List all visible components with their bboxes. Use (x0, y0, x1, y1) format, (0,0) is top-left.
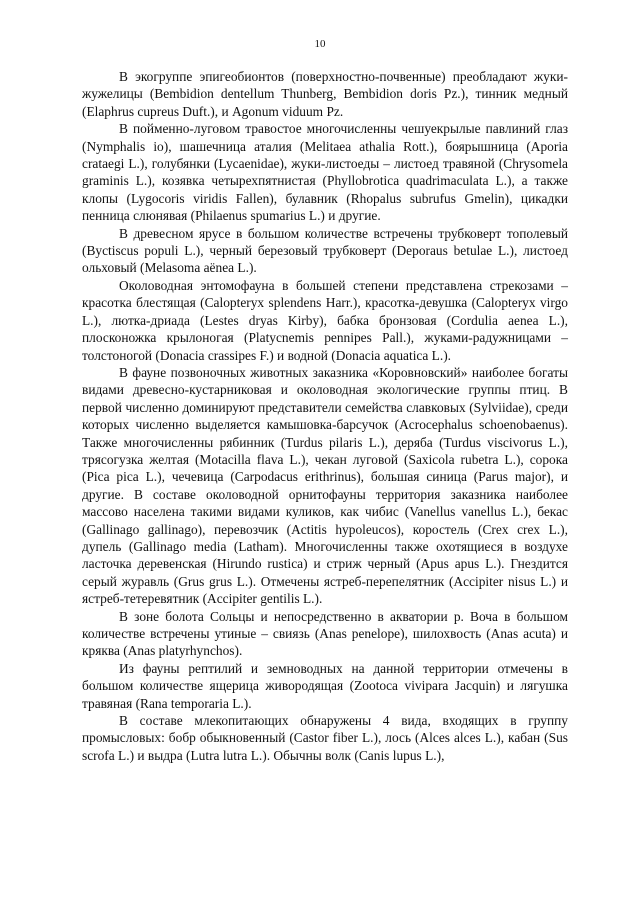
paragraph-vertebrates-birds: В фауне позвоночных животных заказника «Коровновский» наиболее богаты видами древесно-кустарниковая и околоводная экологические группы птиц. В первой численно доминируют представители семейства славковых (Sylviidae), среди которых численно выделяется камышовка-барсучок (Acrocephalus schoenobaenus). Также многочисленны рябинник (Turdus pilaris L.), деряба (Turdus viscivorus L.), трясогузка желтая (Motacilla flava L.), чекан луговой (Saxicola rubetra L.), сорока (Pica pica L.), чечевица (Carpodacus erithrinus), большая синица (Parus major), и другие. В составе околоводной орнитофауны территория заказника наиболее массово населена такими видами куликов, как чибис (Vanellus vanellus L.), бекас (Gallinago gallinago), перевозчик (Actitis hypoleucos), коростель (Crex crex L.), дупель (Gallinago media (Latham). Многочисленны также охотящиеся в воздухе ласточка деревенская (Hirundo rustica) и стриж черный (Apus apus L.). Гнездится серый журавль (Grus grus L.). Отмечены ястреб-перепелятник (Accipiter nisus L.) и ястреб-тетеревятник (Accipiter gentilis L.). (82, 364, 568, 607)
paragraph-tree-layer: В древесном ярусе в большом количестве встречены трубковерт тополевый (Byctiscus populi L.), черный березовый трубковерт (Deporaus betulae L.), листоед ольховый (Melasoma aënea L.). (82, 225, 568, 276)
paragraph-meadow-insects: В пойменно-луговом травостое многочисленны чешуекрылые павлиний глаз (Nymphalis io), шашечница аталия (Melitaea athalia Rott.), боярышница (Aporia crataegi L.), голубянки (Lycaenidae), жуки-листоеды – листоед травяной (Chrysomela graminis L.), козявка четырехпятнистая (Phyllobrotica quadrimaculata L.), а также клопы (Lygocoris viridis Fallen), булавник (Rhopalus subrufus Gmelin), цикадки пенница слюнявая (Philaenus spumarius L.) и другие. (82, 121, 568, 224)
paragraph-aquatic-entomofauna: Околоводная энтомофауна в большей степени представлена стрекозами – красотка блестящая (Calopteryx splendens Harr.), красотка-девушка (Calopteryx virgo L.), лютка-дриада (Lestes dryas Kirby), бабка бронзовая (Cordulia aenea L.), плосконожка крылоногая (Platycnemis pennipes Pall.), жуками-радужницами – толстоногой (Donacia crassipes F.) и водной (Donacia aquatica L.). (82, 277, 568, 363)
page-number: 10 (314, 38, 326, 50)
paragraph-mammals: В составе млекопитающих обнаружены 4 вида, входящих в группу промысловых: бобр обыкновенный (Castor fiber L.), лось (Alces alces L.), кабан (Sus scrofa L.) и выдра (Lutra lutra L.). Обычны волк (Canis lupus L.), (82, 713, 568, 763)
paragraph-wetland-ducks: В зоне болота Сольцы и непосредственно в акватории р. Воча в большом количестве встречены утиные – свиязь (Anas penelope), шилохвость (Anas acuta) и кряква (Anas platyrhynchos). (82, 608, 568, 659)
paragraph-reptiles-amphibians: Из фауны рептилий и земноводных на данной территории отмечены в большом количестве ящерица живородящая (Zootoca vivipara Jacquin) и лягушка травяная (Rana temporaria L.). (82, 660, 568, 711)
body-text (82, 68, 568, 764)
paragraph-epigeobionts: В экогруппе эпигеобионтов (поверхностно-почвенные) преобладают жуки-жужелицы (Bembidion dentellum Thunberg, Bembidion doris Pz.), тинник медный (Elaphrus cupreus Duft.), и Agonum viduum Pz. (82, 69, 568, 119)
